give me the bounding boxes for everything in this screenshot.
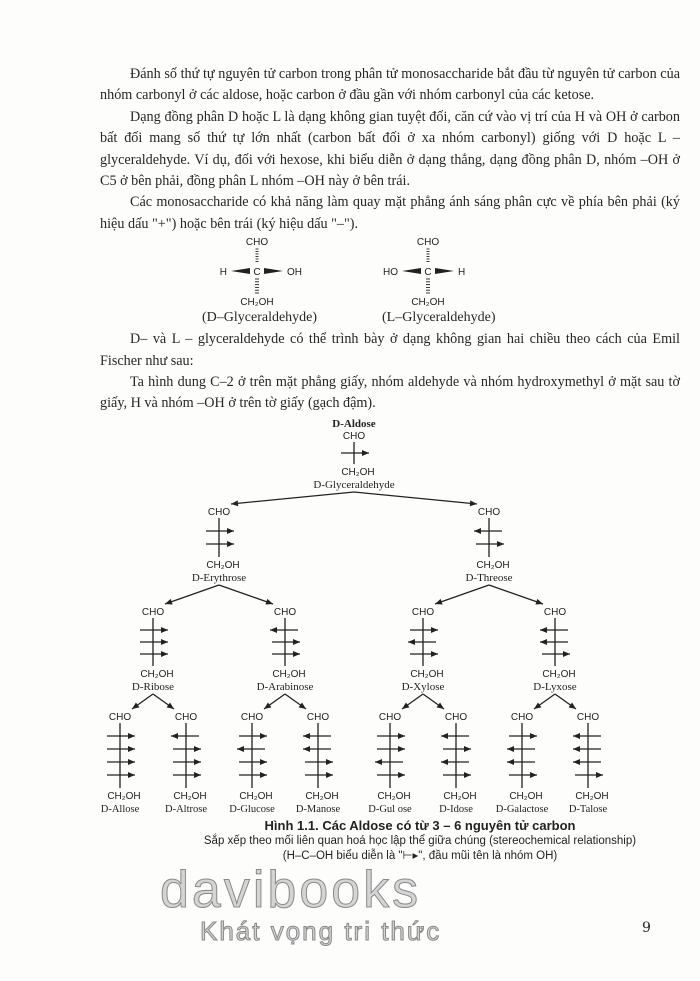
- fischer-d-altrose-ch2oh: CH₂OH: [173, 790, 207, 802]
- fischer-d-talose-ch2oh: CH₂OH: [575, 790, 609, 802]
- branch-arrow-head: [534, 702, 541, 709]
- fischer-d-gul-ose-oh-right-arrow-head: [398, 746, 405, 752]
- d-glyceraldehyde-top-group: CHO: [245, 237, 269, 249]
- fischer-d-arabinose-name: D-Arabinose: [256, 680, 314, 693]
- branch-arrow-head: [264, 702, 271, 709]
- fischer-d-lyxose-oh-left-arrow-head: [540, 627, 547, 633]
- fischer-d-manose-cho: CHO: [306, 711, 330, 723]
- fischer-d-xylose-name: D-Xylose: [401, 680, 445, 693]
- d-glyceraldehyde-right-group: OH: [287, 267, 302, 279]
- figure-caption-line1: Sắp xếp theo mối liên quan hoá học lập thể giữa chúng (stereochemical relationship): [203, 834, 637, 847]
- fischer-d-gul-ose-oh-right-arrow-head: [398, 733, 405, 739]
- fischer-d-lyxose-oh-left-arrow-head: [540, 639, 547, 645]
- figure-caption-line2: (H–C–OH biểu diễn là "⊢▸", đầu mũi tên là nhóm OH): [282, 849, 558, 862]
- l-glyceraldehyde-left-group: HO: [383, 267, 398, 279]
- fischer-d-threose-cho: CHO: [477, 506, 501, 518]
- fischer-d-xylose-cho: CHO: [411, 606, 435, 618]
- paragraph-fischer-intro: D– và L – glyceraldehyde có thể trình bày ở dạng không gian hai chiều theo cách của Emil Fischer như sau:: [100, 331, 680, 369]
- fischer-d-gul-ose-oh-left-arrow-head: [375, 759, 382, 765]
- fischer-d-xylose-oh-right-arrow-head: [431, 627, 438, 633]
- branch-arrow-head: [569, 702, 576, 709]
- watermark-slogan: Khát vọng tri thức: [200, 915, 442, 946]
- fischer-d-ribose-oh-right-arrow-head: [161, 627, 168, 633]
- fischer-d-arabinose-oh-left-arrow-head: [270, 627, 277, 633]
- fischer-d-xylose-ch2oh: CH₂OH: [410, 668, 444, 680]
- fischer-d-talose-cho: CHO: [576, 711, 600, 723]
- fischer-d-erythrose-name: D-Erythrose: [191, 571, 247, 584]
- fischer-d-lyxose-name: D-Lyxose: [533, 680, 577, 693]
- fischer-d-talose-oh-left-arrow-head: [573, 759, 580, 765]
- branch-arrow-head: [167, 702, 174, 709]
- paragraph-dl-isomers: Dạng đồng phân D hoặc L là dạng không gian tuyệt đối, căn cứ vào vị trí của H và OH ở carbon bất đối mang số thứ tự lớn nhất (carbon bất đối ở xa nhóm carbonyl) giống với D hoặc L – glyceraldehyde. Ví dụ, đối với hexose, khi biểu diễn ở dạng thẳng, dạng đồng phân D, nhóm –OH ở C5 ở bên phải, đồng phân L nhóm –OH này ở bên trái.: [100, 108, 680, 190]
- fischer-d-threose-oh-right-arrow-head: [497, 541, 504, 547]
- fischer-d-glyceraldehyde-cho: CHO: [342, 430, 366, 442]
- fischer-d-erythrose-ch2oh: CH₂OH: [206, 559, 240, 571]
- fischer-d-allose-cho: CHO: [108, 711, 132, 723]
- aldose-family-tree-diagram: [0, 415, 700, 817]
- branch-arrow: [354, 492, 477, 504]
- glyceraldehyde-structures: [150, 235, 550, 329]
- fischer-d-allose-oh-right-arrow-head: [128, 733, 135, 739]
- fischer-d-ribose-ch2oh: CH₂OH: [140, 668, 174, 680]
- branch-arrow-head: [132, 702, 139, 709]
- fischer-d-idose-oh-left-arrow-head: [441, 759, 448, 765]
- fischer-d-threose-oh-left-arrow-head: [474, 528, 481, 534]
- fischer-d-galactose-oh-left-arrow-head: [507, 759, 514, 765]
- fischer-d-glucose-oh-right-arrow-head: [260, 759, 267, 765]
- fischer-d-lyxose-oh-right-arrow-head: [563, 651, 570, 657]
- fischer-d-idose-ch2oh: CH₂OH: [443, 790, 477, 802]
- fischer-d-erythrose-cho: CHO: [207, 506, 231, 518]
- fischer-d-talose-name: D-Talose: [568, 803, 608, 815]
- branch-arrow: [435, 585, 489, 604]
- branch-arrow-head: [435, 599, 443, 605]
- fischer-d-talose-oh-left-arrow-head: [573, 746, 580, 752]
- fischer-d-glucose-name: D-Glucose: [229, 803, 275, 815]
- l-glyceraldehyde-carbon: C: [424, 267, 432, 279]
- watermark-brand: davibooks: [160, 860, 422, 919]
- fischer-d-manose-name: D-Manose: [295, 803, 341, 815]
- fischer-d-ribose-name: D-Ribose: [131, 680, 175, 693]
- fischer-d-gul-ose-oh-right-arrow-head: [398, 772, 405, 778]
- l-glyceraldehyde-left-wedge: [402, 268, 421, 274]
- fischer-d-ribose-cho: CHO: [141, 606, 165, 618]
- paragraph-fischer-description: Ta hình dung C–2 ở trên mặt phẳng giấy, nhóm aldehyde và nhóm hydroxymethyl ở mặt sau tờ giấy, H và nhóm –OH ở trên tờ giấy (gạch đậm).: [100, 374, 680, 412]
- fischer-d-galactose-oh-left-arrow-head: [507, 746, 514, 752]
- branch-arrow-head: [265, 599, 273, 605]
- l-glyceraldehyde-bottom-group: CH₂OH: [411, 297, 445, 309]
- branch-arrow-head: [402, 702, 409, 709]
- fischer-d-manose-oh-right-arrow-head: [326, 759, 333, 765]
- page-number: 9: [642, 920, 651, 936]
- fischer-d-threose-name: D-Threose: [465, 571, 513, 584]
- fischer-d-erythrose-oh-right-arrow-head: [227, 528, 234, 534]
- fischer-d-manose-ch2oh: CH₂OH: [305, 790, 339, 802]
- fischer-d-talose-oh-left-arrow-head: [573, 733, 580, 739]
- fischer-d-glucose-oh-left-arrow-head: [237, 746, 244, 752]
- branch-arrow-head: [437, 702, 444, 709]
- d-glyceraldehyde-left-group: H: [219, 267, 227, 279]
- fischer-d-glucose-cho: CHO: [240, 711, 264, 723]
- fischer-d-erythrose-oh-right-arrow-head: [227, 541, 234, 547]
- l-glyceraldehyde-right-wedge: [435, 268, 454, 274]
- fischer-d-allose-oh-right-arrow-head: [128, 759, 135, 765]
- fischer-d-manose-oh-left-arrow-head: [303, 746, 310, 752]
- fischer-d-xylose-oh-left-arrow-head: [408, 639, 415, 645]
- fischer-d-lyxose-cho: CHO: [543, 606, 567, 618]
- d-glyceraldehyde-left-wedge: [231, 268, 250, 274]
- d-glyceraldehyde-carbon: C: [253, 267, 261, 279]
- fischer-d-idose-oh-left-arrow-head: [441, 733, 448, 739]
- paragraph-carbon-numbering: Đánh số thứ tự nguyên tử carbon trong phân tử monosaccharide bắt đầu từ nguyên tử carbon của nhóm carbonyl ở các aldose, hoặc carbon ở đầu gần với nhóm carbonyl của các ketose.: [100, 66, 680, 104]
- fischer-d-glucose-oh-right-arrow-head: [260, 733, 267, 739]
- figure-title: D-Aldose: [332, 417, 376, 430]
- fischer-d-glyceraldehyde-oh-right-arrow-head: [362, 450, 369, 456]
- d-glyceraldehyde-label: (D–Glyceraldehyde): [202, 310, 318, 326]
- fischer-d-gul-ose-cho: CHO: [378, 711, 402, 723]
- fischer-d-idose-oh-right-arrow-head: [464, 772, 471, 778]
- fischer-d-manose-oh-right-arrow-head: [326, 772, 333, 778]
- fischer-d-allose-oh-right-arrow-head: [128, 746, 135, 752]
- fischer-d-ribose-oh-right-arrow-head: [161, 639, 168, 645]
- d-glyceraldehyde-right-wedge: [264, 268, 283, 274]
- paragraph-optical-rotation: Các monosaccharide có khả năng làm quay mặt phẳng ánh sáng phân cực về phía bên phải (ký hiệu dấu "+") hoặc bên trái (ký hiệu dấu "–").: [100, 194, 680, 232]
- fischer-d-galactose-name: D-Galactose: [495, 803, 549, 815]
- fischer-d-allose-ch2oh: CH₂OH: [107, 790, 141, 802]
- fischer-d-altrose-oh-right-arrow-head: [194, 772, 201, 778]
- fischer-d-arabinose-oh-right-arrow-head: [293, 639, 300, 645]
- branch-arrow: [489, 585, 543, 604]
- l-glyceraldehyde-label: (L–Glyceraldehyde): [382, 310, 496, 326]
- fischer-d-altrose-cho: CHO: [174, 711, 198, 723]
- branch-arrow-head: [299, 702, 306, 709]
- fischer-d-altrose-oh-right-arrow-head: [194, 746, 201, 752]
- fischer-d-idose-cho: CHO: [444, 711, 468, 723]
- fischer-d-glyceraldehyde-name: D-Glyceraldehyde: [313, 478, 395, 491]
- fischer-d-allose-name: D-Allose: [100, 803, 140, 815]
- fischer-d-galactose-ch2oh: CH₂OH: [509, 790, 543, 802]
- fischer-d-galactose-oh-right-arrow-head: [530, 733, 537, 739]
- fischer-d-glucose-ch2oh: CH₂OH: [239, 790, 273, 802]
- page-content: [0, 64, 700, 946]
- fischer-d-lyxose-ch2oh: CH₂OH: [542, 668, 576, 680]
- branch-arrow: [165, 585, 219, 604]
- fischer-d-xylose-oh-right-arrow-head: [431, 651, 438, 657]
- fischer-d-glyceraldehyde-ch2oh: CH₂OH: [341, 466, 375, 478]
- fischer-d-ribose-oh-right-arrow-head: [161, 651, 168, 657]
- fischer-d-arabinose-cho: CHO: [273, 606, 297, 618]
- fischer-d-arabinose-ch2oh: CH₂OH: [272, 668, 306, 680]
- fischer-d-allose-oh-right-arrow-head: [128, 772, 135, 778]
- fischer-d-glucose-oh-right-arrow-head: [260, 772, 267, 778]
- fischer-d-galactose-oh-right-arrow-head: [530, 772, 537, 778]
- fischer-d-manose-oh-left-arrow-head: [303, 733, 310, 739]
- fischer-d-threose-ch2oh: CH₂OH: [476, 559, 510, 571]
- fischer-d-altrose-oh-left-arrow-head: [171, 733, 178, 739]
- branch-arrow: [219, 585, 273, 604]
- glyceraldehyde-3d-diagram: [150, 235, 550, 309]
- fischer-d-galactose-cho: CHO: [510, 711, 534, 723]
- fischer-d-idose-oh-right-arrow-head: [464, 746, 471, 752]
- figure-caption-title: Hình 1.1. Các Aldose có từ 3 – 6 nguyên tử carbon: [264, 817, 576, 833]
- fischer-d-gul-ose-name: D-Gul ose: [368, 803, 412, 815]
- fischer-d-gul-ose-ch2oh: CH₂OH: [377, 790, 411, 802]
- l-glyceraldehyde-top-group: CHO: [416, 237, 440, 249]
- branch-arrow: [231, 492, 354, 504]
- l-glyceraldehyde-right-group: H: [458, 267, 466, 279]
- fischer-d-talose-oh-right-arrow-head: [596, 772, 603, 778]
- branch-arrow-head: [535, 599, 543, 605]
- fischer-d-altrose-name: D-Altrose: [165, 803, 207, 815]
- fischer-d-idose-name: D-Idose: [439, 803, 473, 815]
- fischer-d-altrose-oh-right-arrow-head: [194, 759, 201, 765]
- branch-arrow-head: [165, 599, 173, 605]
- fischer-d-arabinose-oh-right-arrow-head: [293, 651, 300, 657]
- d-glyceraldehyde-bottom-group: CH₂OH: [240, 297, 274, 309]
